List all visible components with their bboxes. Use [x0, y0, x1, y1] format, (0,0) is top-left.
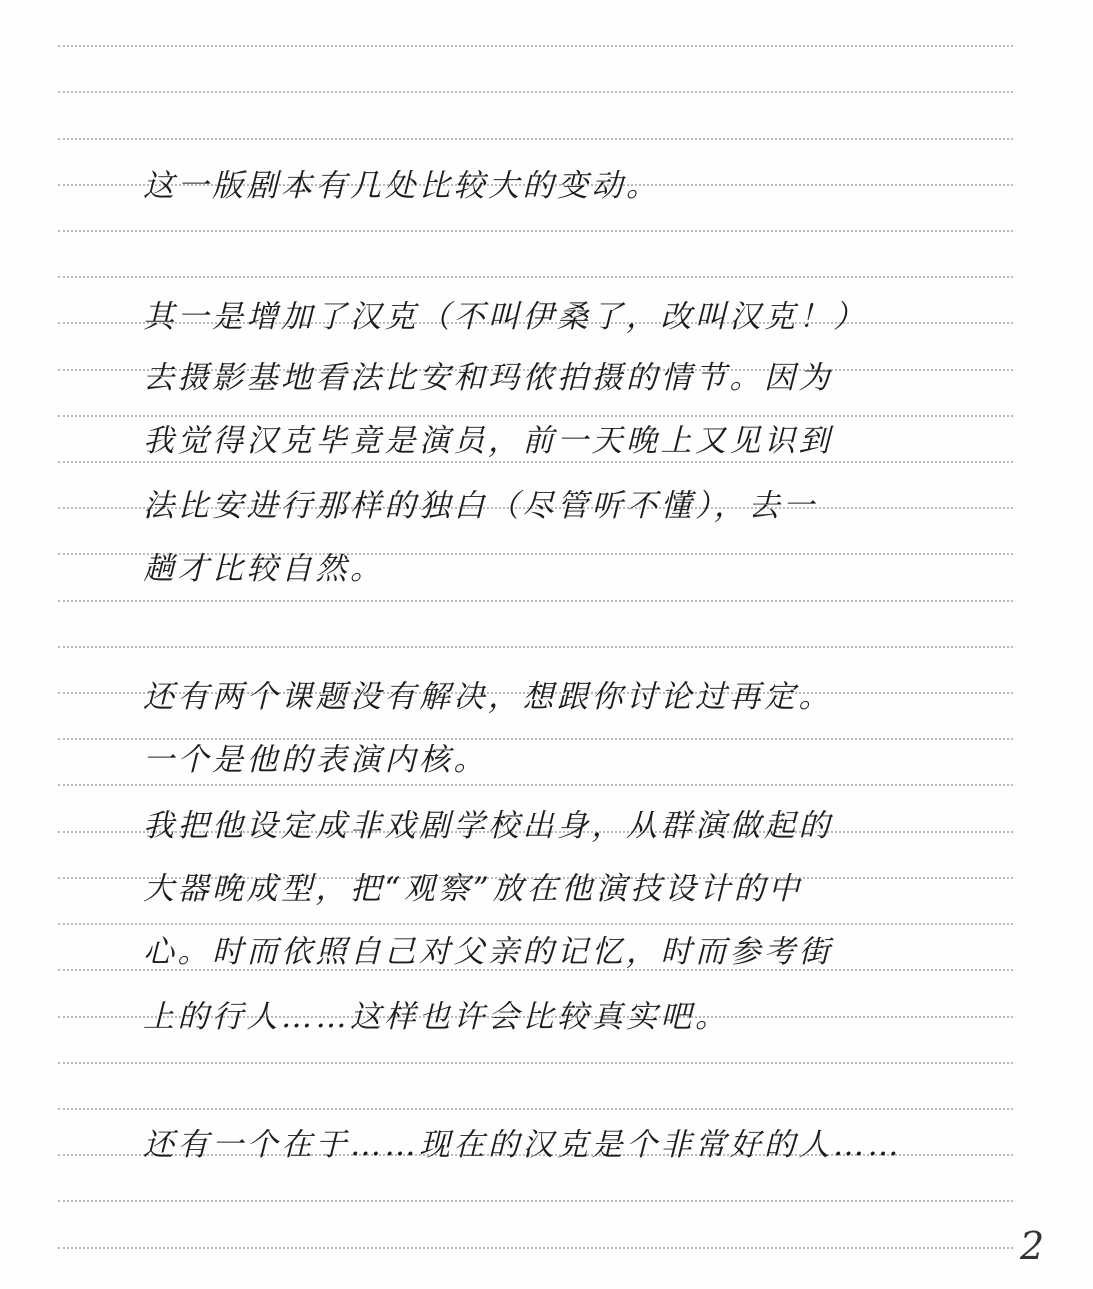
- text-line: 这一版剧本有几处比较大的变动。: [143, 168, 661, 204]
- text-line: 去摄影基地看法比安和玛侬拍摄的情节。因为: [143, 360, 833, 396]
- text-line: 一个是他的表演内核。: [143, 742, 488, 778]
- text-line: 大器晚成型，把“观察”放在他演技设计的中: [143, 871, 803, 907]
- ruled-line: [58, 1062, 1013, 1064]
- text-line: 心。时而依照自己对父亲的记忆，时而参考街: [143, 934, 833, 970]
- ruled-line: [58, 45, 1013, 47]
- ruled-line: [58, 91, 1013, 93]
- ruled-line: [58, 1200, 1013, 1202]
- ruled-line: [58, 1108, 1013, 1110]
- text-line: 上的行人……这样也许会比较真实吧。: [143, 999, 730, 1035]
- text-line: 趟才比较自然。: [143, 551, 385, 587]
- text-line: 我把他设定成非戏剧学校出身，从群演做起的: [143, 808, 833, 844]
- page-number: 2: [1020, 1224, 1045, 1268]
- text-line: 还有两个课题没有解决，想跟你讨论过再定。: [143, 679, 833, 715]
- ruled-line: [58, 646, 1013, 648]
- ruled-line: [58, 1247, 1013, 1249]
- ruled-line: [58, 138, 1013, 140]
- ruled-line: [58, 600, 1013, 602]
- text-line: 法比安进行那样的独白（尽管听不懂），去一: [143, 488, 818, 524]
- text-line: 我觉得汉克毕竟是演员，前一天晚上又见识到: [143, 423, 833, 459]
- ruled-line: [58, 415, 1013, 417]
- ruled-line: [58, 461, 1013, 463]
- text-line: 其一是增加了汉克（不叫伊桑了，改叫汉克！）: [143, 299, 868, 335]
- text-line: 还有一个在于……现在的汉克是个非常好的人……: [143, 1127, 902, 1163]
- ruled-line: [58, 923, 1013, 925]
- ruled-line: [58, 784, 1013, 786]
- ruled-line: [58, 230, 1013, 232]
- ruled-line: [58, 276, 1013, 278]
